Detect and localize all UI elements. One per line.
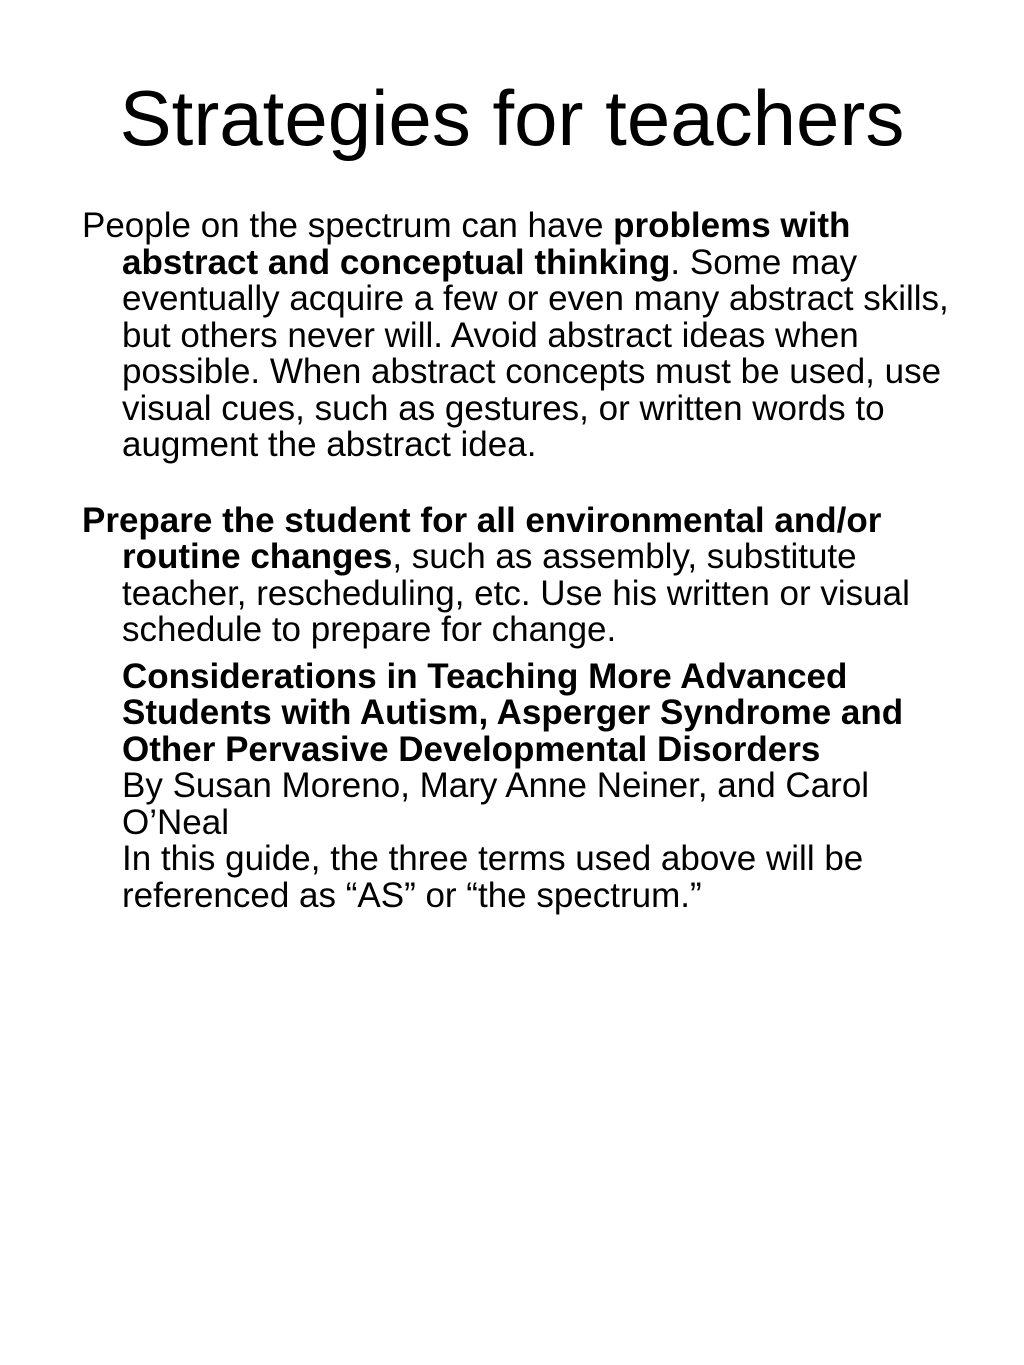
paragraph1-emphasis: problems with abstract and conceptual thinking <box>122 206 851 282</box>
paragraph-routine-changes <box>82 500 982 649</box>
paragraph1-rest: . Some may eventually acquire a few or even many abstract skills, but others never will. Avoid abstract ideas when possible. When abstract concepts must be used, use visual cues, such as gestures, or written words to augment the abstract idea. <box>122 242 949 464</box>
slide-body <box>82 208 982 914</box>
slide-title: Strategies for teachers <box>119 74 905 162</box>
source-note: In this guide, the three terms used above will be referenced as “AS” or “the spectrum.” <box>122 839 864 915</box>
paragraph2-rest: , such as assembly, substitute teacher, rescheduling, etc. Use his written or visual schedule to prepare for change. <box>122 537 910 649</box>
paragraph1-lead: People on the spectrum can have <box>82 206 614 245</box>
source-citation <box>82 656 982 915</box>
source-title: Considerations in Teaching More Advanced Students with Autism, Asperger Syndrome and Other Pervasive Developmental Disorders <box>122 656 904 769</box>
source-authors: By Susan Moreno, Mary Anne Neiner, and Carol O’Neal <box>122 766 870 842</box>
paragraph2-emphasis: Prepare the student for all environmental and/or routine changes <box>82 500 882 576</box>
paragraph-abstract-thinking <box>82 208 982 464</box>
